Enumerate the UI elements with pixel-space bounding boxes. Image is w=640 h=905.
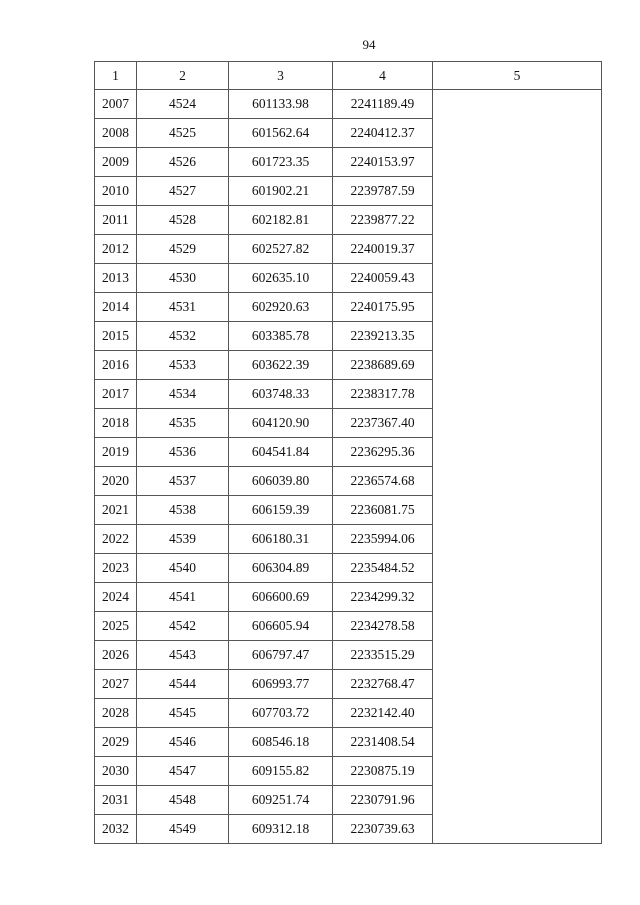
table-cell-col-4: 2232142.40 (333, 699, 433, 728)
table-cell-col-2: 4524 (137, 90, 229, 119)
table-cell-col-1: 2017 (95, 380, 137, 409)
table-cell-col-2: 4526 (137, 148, 229, 177)
table-cell-col-2: 4525 (137, 119, 229, 148)
header-row (95, 62, 602, 90)
coordinates-table (94, 61, 602, 844)
table-cell-col-1: 2019 (95, 438, 137, 467)
table-cell-col-3: 603622.39 (229, 351, 333, 380)
table-cell-col-4: 2234299.32 (333, 583, 433, 612)
table-cell-col-3: 601723.35 (229, 148, 333, 177)
table-cell-col-3: 601902.21 (229, 177, 333, 206)
table-cell-col-4: 2233515.29 (333, 641, 433, 670)
table-cell-col-2: 4548 (137, 786, 229, 815)
table-cell-col-4: 2239213.35 (333, 322, 433, 351)
header-col-4: 4 (333, 62, 433, 90)
table-cell-col-1: 2015 (95, 322, 137, 351)
page-number: 94 (362, 37, 376, 52)
table-cell-col-1: 2012 (95, 235, 137, 264)
table-cell-col-3: 603385.78 (229, 322, 333, 351)
table-cell-col-2: 4530 (137, 264, 229, 293)
table-cell-col-1: 2026 (95, 641, 137, 670)
table-cell-col-2: 4529 (137, 235, 229, 264)
table-cell-col-2: 4543 (137, 641, 229, 670)
table-cell-col-3: 601133.98 (229, 90, 333, 119)
table-cell-col-2: 4531 (137, 293, 229, 322)
table-cell-col-2: 4544 (137, 670, 229, 699)
table-cell-col-1: 2010 (95, 177, 137, 206)
table-cell-col-2: 4547 (137, 757, 229, 786)
table-cell-col-4: 2234278.58 (333, 612, 433, 641)
table-cell-col-1: 2018 (95, 409, 137, 438)
table-cell-col-2: 4549 (137, 815, 229, 844)
table-cell-col-1: 2029 (95, 728, 137, 757)
table-cell-col-3: 602527.82 (229, 235, 333, 264)
table-cell-col-3: 607703.72 (229, 699, 333, 728)
table-cell-col-1: 2032 (95, 815, 137, 844)
table-cell-col-1: 2021 (95, 496, 137, 525)
table-cell-col-3: 606304.89 (229, 554, 333, 583)
table-cell-col-1: 2031 (95, 786, 137, 815)
table-cell-col-1: 2028 (95, 699, 137, 728)
table-cell-col-4: 2240019.37 (333, 235, 433, 264)
table-cell-col-2: 4539 (137, 525, 229, 554)
table-cell-col-3: 606797.47 (229, 641, 333, 670)
table-cell-col-4: 2236295.36 (333, 438, 433, 467)
table-cell-col-4: 2230875.19 (333, 757, 433, 786)
table-cell-col-3: 608546.18 (229, 728, 333, 757)
table-cell-col-4: 2230791.96 (333, 786, 433, 815)
table-cell-col-2: 4545 (137, 699, 229, 728)
table-cell-col-4: 2240412.37 (333, 119, 433, 148)
table-cell-col-2: 4527 (137, 177, 229, 206)
header-col-3: 3 (229, 62, 333, 90)
table-cell-col-1: 2024 (95, 583, 137, 612)
table-cell-col-1: 2011 (95, 206, 137, 235)
table-cell-col-3: 606180.31 (229, 525, 333, 554)
table-cell-col-4: 2235484.52 (333, 554, 433, 583)
table-cell-col-1: 2023 (95, 554, 137, 583)
table-cell-col-3: 606039.80 (229, 467, 333, 496)
table-cell-col-1: 2013 (95, 264, 137, 293)
table-cell-col-2: 4542 (137, 612, 229, 641)
table-cell-col-4: 2240175.95 (333, 293, 433, 322)
table-cell-col-3: 602920.63 (229, 293, 333, 322)
table-cell-col-3: 601562.64 (229, 119, 333, 148)
header-col-2: 2 (137, 62, 229, 90)
table-cell-col-2: 4538 (137, 496, 229, 525)
table-cell-col-4: 2239787.59 (333, 177, 433, 206)
table-cell-col-4: 2235994.06 (333, 525, 433, 554)
table-cell-col-4: 2236574.68 (333, 467, 433, 496)
header-col-5: 5 (433, 62, 602, 90)
table-cell-col-2: 4541 (137, 583, 229, 612)
table-cell-col-4: 2239877.22 (333, 206, 433, 235)
table-cell-col-4: 2241189.49 (333, 90, 433, 119)
table-cell-col-3: 606605.94 (229, 612, 333, 641)
table-cell-col-4: 2240059.43 (333, 264, 433, 293)
table-cell-col-1: 2027 (95, 670, 137, 699)
table-cell-col-2: 4532 (137, 322, 229, 351)
table-cell-col-2: 4546 (137, 728, 229, 757)
table-cell-col-3: 609312.18 (229, 815, 333, 844)
table-cell-col-3: 606159.39 (229, 496, 333, 525)
table-cell-col-4: 2238689.69 (333, 351, 433, 380)
table-cell-col-4: 2236081.75 (333, 496, 433, 525)
table-cell-col-4: 2240153.97 (333, 148, 433, 177)
table-body (95, 90, 602, 844)
table-cell-col-3: 603748.33 (229, 380, 333, 409)
table-cell-col-4: 2230739.63 (333, 815, 433, 844)
table-cell-col-1: 2030 (95, 757, 137, 786)
table-cell-col-1: 2008 (95, 119, 137, 148)
table-cell-col-4: 2238317.78 (333, 380, 433, 409)
table-cell-col-2: 4535 (137, 409, 229, 438)
table-cell-col-3: 609155.82 (229, 757, 333, 786)
table-cell-col-1: 2016 (95, 351, 137, 380)
table-cell-col-2: 4534 (137, 380, 229, 409)
table-cell-col-3: 604120.90 (229, 409, 333, 438)
table-cell-col-4: 2237367.40 (333, 409, 433, 438)
table-cell-col-4: 2231408.54 (333, 728, 433, 757)
table-cell-col-3: 604541.84 (229, 438, 333, 467)
table-cell-col-2: 4540 (137, 554, 229, 583)
table-row (95, 90, 602, 119)
table-cell-col-1: 2009 (95, 148, 137, 177)
table-cell-col-4: 2232768.47 (333, 670, 433, 699)
table-cell-col-3: 602635.10 (229, 264, 333, 293)
table-cell-col-2: 4536 (137, 438, 229, 467)
table-cell-col-3: 606993.77 (229, 670, 333, 699)
table-cell-col-5 (433, 90, 602, 844)
table-cell-col-2: 4528 (137, 206, 229, 235)
table-cell-col-2: 4533 (137, 351, 229, 380)
table-cell-col-3: 609251.74 (229, 786, 333, 815)
table-cell-col-1: 2007 (95, 90, 137, 119)
table-cell-col-1: 2025 (95, 612, 137, 641)
header-col-1: 1 (95, 62, 137, 90)
table-cell-col-3: 602182.81 (229, 206, 333, 235)
table-cell-col-3: 606600.69 (229, 583, 333, 612)
table-cell-col-2: 4537 (137, 467, 229, 496)
table-cell-col-1: 2020 (95, 467, 137, 496)
table-cell-col-1: 2022 (95, 525, 137, 554)
table-cell-col-1: 2014 (95, 293, 137, 322)
